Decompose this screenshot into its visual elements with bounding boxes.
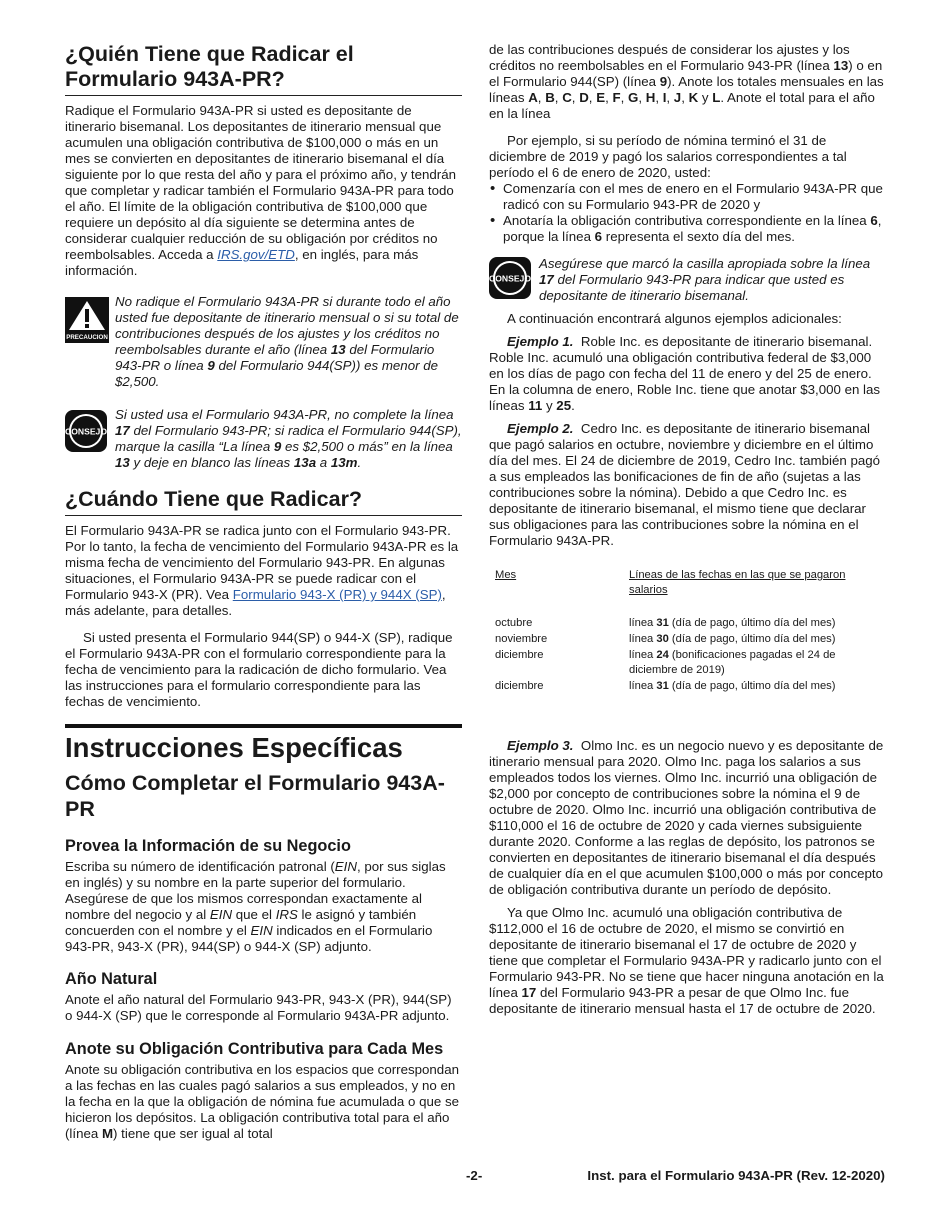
irs-etd-link[interactable]: IRS.gov/ETD	[217, 247, 295, 262]
paragraph-ya-que-olmo: Ya que Olmo Inc. acumuló una obligación contributiva de $112,000 el 16 de octubre de 2020, el mismo se convirtió en depositante de itinerario bisemanal el 17 de octubre de 2020 y tiene que completar el Formulario 943A-PR y radicarlo junto con el Formulario 943-PR. No se tiene que hacer ninguna anotación en la línea 17 del Formulario 943-PR a pesar de que Olmo Inc. fue depositante de itinerario mensual hasta el 17 de octubre de 2020.	[489, 905, 884, 1016]
bullet-comenzaria: • Comenzaría con el mes de enero en el Formulario 943A-PR que radicó con su Formulario 943-PR de 2020 y	[489, 181, 886, 213]
heading-quien-tiene-que-radicar: ¿Quién Tiene que Radicar el Formulario 943A-PR?	[65, 42, 462, 96]
paragraph-ano-natural: Anote el año natural del Formulario 943-PR, 943-X (PR), 944(SP) o 944-X (SP) que le corresponde al Formulario 943A-PR adjunto.	[65, 992, 452, 1023]
heading-instrucciones-especificas: Instrucciones Específicas	[65, 732, 403, 763]
consejo-icon-label: CONSEJO	[65, 426, 107, 437]
consejo-icon-2	[489, 257, 531, 299]
paragraph-quien: Radique el Formulario 943A-PR si usted es depositante de itinerario bisemanal. Los depositantes de itinerario mensual que acumulen una obligación contributiva de $100,000 o más en un mes se convierten en depositantes de itinerario bisemanal el día siguiente por lo que resta del año y para el próximo año, y tendrán que completar y radicar también el Formulario 943A-PR para todo el año. El límite de la obligación contributiva de $100,000 que requiere un depósito al día siguiente se determina antes de considerar cualquier reducción de su obligación por créditos no reembolsables. Acceda a IRS.gov/ETD, en inglés, para más información.	[65, 103, 457, 278]
consejo-icon	[65, 410, 107, 452]
paragraph-cuando-2: Si usted presenta el Formulario 944(SP) o 944-X (SP), radique el Formulario 943A-PR con el formulario correspondiente para la fecha de vencimiento para la radicación de dicho formulario. Vea las instrucciones para el formulario correspondiente para las fechas de vencimiento.	[65, 630, 453, 709]
consejo-note-2	[489, 256, 886, 304]
bullet-anotaria: • Anotaría la obligación contributiva correspondiente en la línea 6, porque la línea 6 representa el sexto día del mes.	[489, 213, 886, 245]
paragraph-ejemplo-2: Ejemplo 2. Cedro Inc. es depositante de itinerario bisemanal que pagó salarios en octubre, noviembre y diciembre en el último día del mes. El 24 de diciembre de 2019, Cedro Inc. también pagó a sus empleados las bonificaciones de fin de año (sujetas a las contribuciones sobre la nómina). Debido a que Cedro Inc. es depositante de itinerario bisemanal, el mismo tiene que declarar sus obligaciones para las contribuciones sobre la nómina en el Formulario 943A-PR.	[489, 421, 881, 548]
paragraph-continuacion-totales: de las contribuciones después de considerar los ajustes y los créditos no reembolsables en el Formulario 943-PR (línea 13) o en el Formulario 944(SP) (línea 9). Anote los totales mensuales en las líneas A, B, C, D, E, F, G, H, I, J, K y L. Anote el total para el año en la línea	[489, 42, 884, 121]
table-row: octubre línea 31 (día de pago, último día del mes)	[495, 617, 836, 629]
page-number: -2-	[466, 1168, 483, 1183]
formulario-943x-link[interactable]: Formulario 943-X (PR) y 944X (SP)	[232, 587, 442, 602]
table-row: diciembre línea 31 (día de pago, último día del mes)	[495, 680, 836, 692]
table-header	[489, 568, 886, 598]
header-mes: Mes	[495, 569, 517, 581]
caution-icon-label: PRECAUCION	[66, 334, 108, 341]
footer-form-reference: Inst. para el Formulario 943A-PR (Rev. 12-2020)	[587, 1168, 885, 1183]
heading-anote-obligacion: Anote su Obligación Contributiva para Cada Mes	[65, 1040, 444, 1058]
consejo-note	[65, 407, 462, 471]
right-column	[489, 42, 886, 1017]
precaucion-text: No radique el Formulario 943A-PR si durante todo el año usted fue depositante de itinerario mensual o si su total de contribuciones después de los ajustes y los créditos no reembolsables durante el año (línea 13 del Formulario 943-PR o línea 9 del Formulario 944(SP)) es menor de $2,500.	[115, 294, 459, 389]
heading-como-completar: Cómo Completar el Formulario 943A-PR	[65, 771, 445, 821]
caution-icon	[65, 297, 109, 343]
table-row: diciembre línea 24 (bonificaciones pagadas el 24 de diciembre de 2019)	[495, 649, 836, 676]
heading-provea-informacion: Provea la Información de su Negocio	[65, 837, 351, 855]
paragraph-por-ejemplo: Por ejemplo, si su período de nómina terminó el 31 de diciembre de 2019 y pagó los salarios correspondientes a tal período el 6 de enero de 2020, usted:	[489, 133, 847, 180]
heading-cuando-tiene-que-radicar: ¿Cuándo Tiene que Radicar?	[65, 487, 462, 516]
paragraph-ejemplo-3: Ejemplo 3. Olmo Inc. es un negocio nuevo y es depositante de itinerario mensual para 2020. Olmo Inc. paga los salarios a sus empleados todos los viernes. Olmo Inc. incurrió una obligación de $2,000 por concepto de contribuciones sobre la nómina el 9 de octubre de 2020. Olmo Inc. incurrió una obligación contributiva de $110,000 el 16 de octubre de 2020 y cada viernes subsiguiente durante 2020. Conforme a las reglas de depósito, los patronos se convierten en depositantes de itinerario bisemanal el día después de cualquier día en el que acumulen $100,000 o más por concepto de obligación contributiva durante un período de depósito.	[489, 738, 884, 897]
header-lineas: Líneas de las fechas en las que se pagaron salarios	[629, 569, 846, 596]
paragraph-provea: Escriba su número de identificación patronal (EIN, por sus siglas en inglés) y su nombre en la parte superior del formulario. Asegúrese de que los mismos correspondan exactamente al nombre del negocio y al EIN que el IRS le asignó y también concuerden con el nombre y el EIN indicados en el Formulario 943-PR, 943-X (PR), 944(SP) o 944-X (SP) adjunto.	[65, 859, 446, 954]
paragraph-anote-obligacion: Anote su obligación contributiva en los espacios que correspondan a las fechas en las cuales pagó salarios a sus empleados, y no en la fecha en la que la obligación de nómina fue acumulada o que se hicieron los depósitos. La obligación contributiva total para el año (línea M) tiene que ser igual al total	[65, 1062, 460, 1141]
table-row: noviembre línea 30 (día de pago, último día del mes)	[495, 633, 836, 645]
precaucion-note	[65, 294, 462, 390]
salarios-table	[489, 568, 886, 694]
paragraph-ejemplo-1: Ejemplo 1. Roble Inc. es depositante de itinerario bisemanal. Roble Inc. acumuló una obligación contributiva federal de $3,000 en los días de pago con fecha del 11 de enero y del 25 de enero. En la columna de enero, Roble Inc. tiene que anotar $3,000 en las líneas 11 y 25.	[489, 334, 881, 413]
consejo-2-text: Asegúrese que marcó la casilla apropiada sobre la línea 17 del Formulario 943-PR para indicar que usted es depositante de itinerario bisemanal.	[539, 256, 871, 303]
paragraph-cuando-1: El Formulario 943A-PR se radica junto con el Formulario 943-PR. Por lo tanto, la fecha de vencimiento del Formulario 943A-PR es la misma fecha de vencimiento del Formulario 943-PR. En algunas situaciones, el Formulario 943A-PR se puede radicar con el Formulario 943-X (PR). Vea Formulario 943-X (PR) y 944X (SP), más adelante, para detalles.	[65, 523, 459, 618]
consejo-text: Si usted usa el Formulario 943A-PR, no complete la línea 17 del Formulario 943-PR; si radica el Formulario 944(SP), marque la casilla “La línea 9 es $2,500 o más” en la línea 13 y deje en blanco las líneas 13a a 13m.	[115, 407, 462, 470]
left-column	[65, 42, 462, 1142]
heading-ano-natural: Año Natural	[65, 970, 158, 988]
consejo-icon-2-label: CONSEJO	[489, 273, 531, 284]
paragraph-a-continuacion: A continuación encontrará algunos ejemplos adicionales:	[507, 311, 842, 326]
section-instrucciones-especificas	[65, 724, 462, 764]
